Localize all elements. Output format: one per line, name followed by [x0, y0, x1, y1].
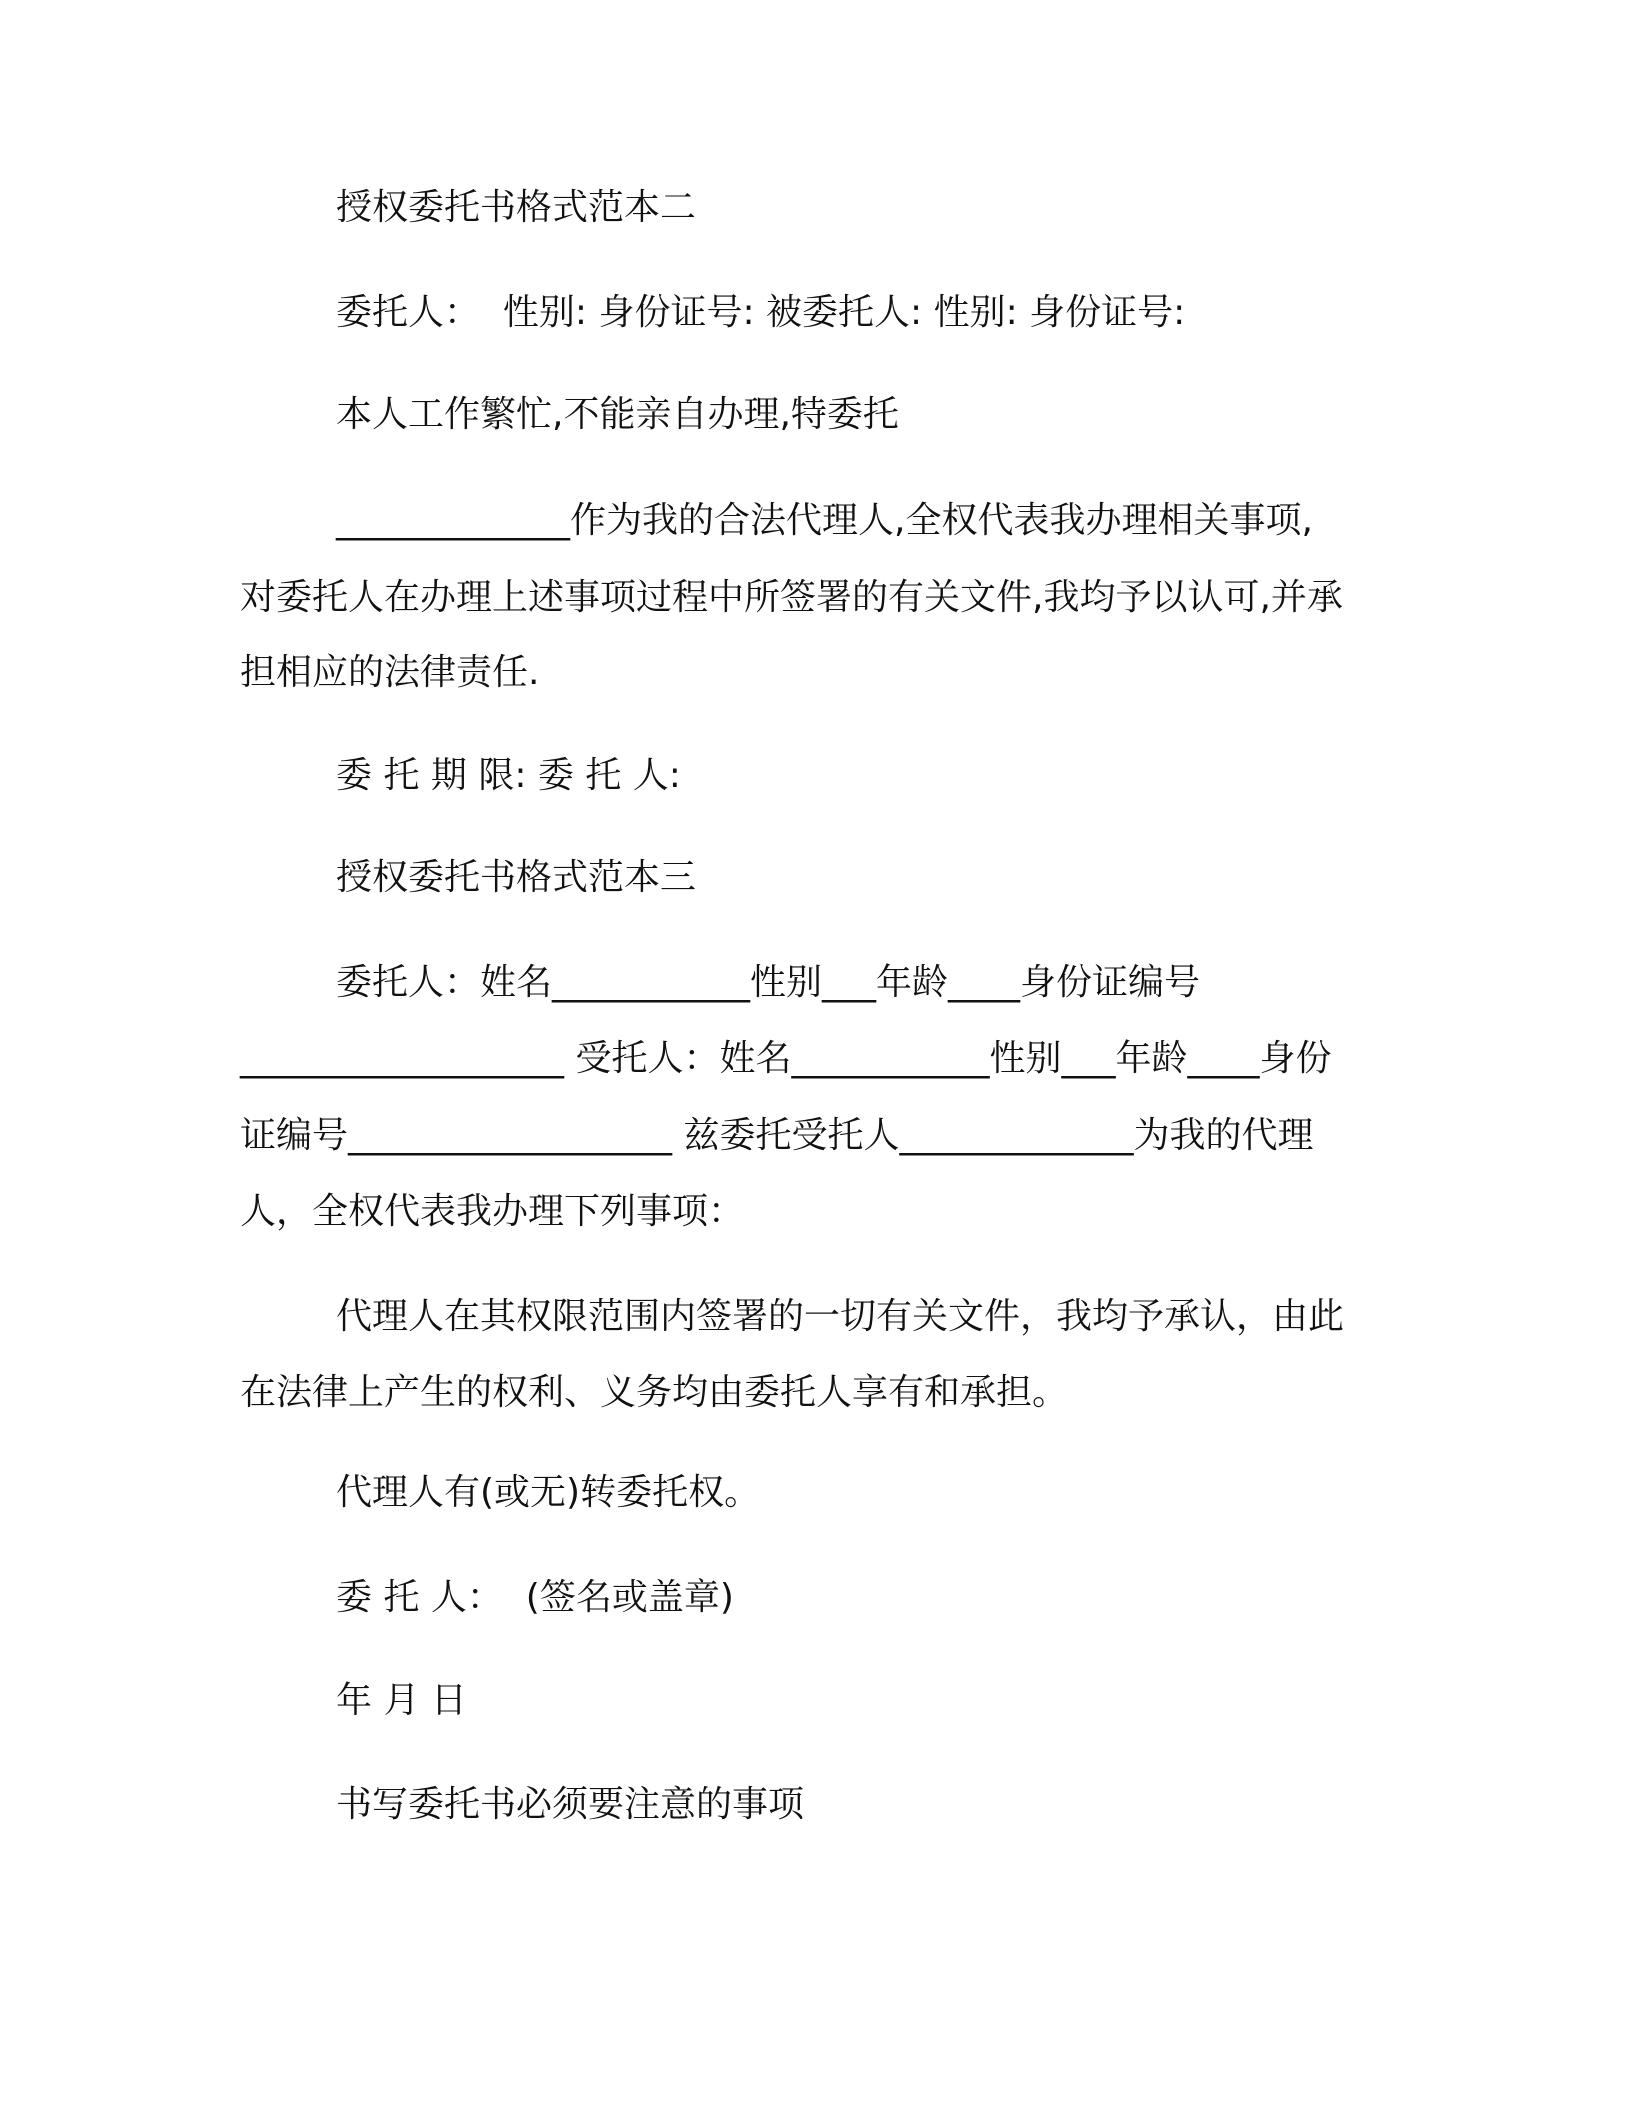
text-line-content: 代理人有(或无)转委托权。 [336, 1472, 761, 1513]
text-line-content: __________________ 受托人：姓名___________性别___年龄____身份 [240, 1038, 1332, 1079]
text-line-content: 授权委托书格式范本二 [336, 187, 697, 228]
text-line-content: 委托人： 性别: 身份证号: 被委托人: 性别: 身份证号: [336, 292, 1186, 333]
text-line-content: 证编号__________________ 兹委托受托人_____________为我的代理 [240, 1115, 1314, 1156]
text-line-content: 人，全权代表我办理下列事项： [240, 1191, 745, 1232]
text-line-content: 对委托人在办理上述事项过程中所签署的有关文件,我均予以认可,并承 [240, 577, 1343, 618]
text-line-content: 书写委托书必须要注意的事项 [336, 1784, 805, 1825]
text-line-content: 授权委托书格式范本三 [336, 857, 697, 898]
text-line-content: 委 托 期 限: 委 托 人: [336, 755, 681, 796]
text-line-content: 担相应的法律责任. [240, 652, 540, 693]
text-line-content: 年 月 日 [336, 1680, 467, 1721]
text-line-content: 委托人：姓名___________性别___年龄____身份证编号 [336, 962, 1201, 1003]
text-line-content: 在法律上产生的权利、义务均由委托人享有和承担。 [240, 1372, 1069, 1413]
text-line-content: 本人工作繁忙,不能亲自办理,特委托 [336, 394, 899, 435]
text-line-content: _____________作为我的合法代理人,全权代表我办理相关事项, [336, 500, 1313, 541]
text-line-content: 委 托 人： (签名或盖章) [336, 1577, 734, 1618]
text-line-content: 代理人在其权限范围内签署的一切有关文件，我均予承认，由此 [336, 1296, 1345, 1337]
